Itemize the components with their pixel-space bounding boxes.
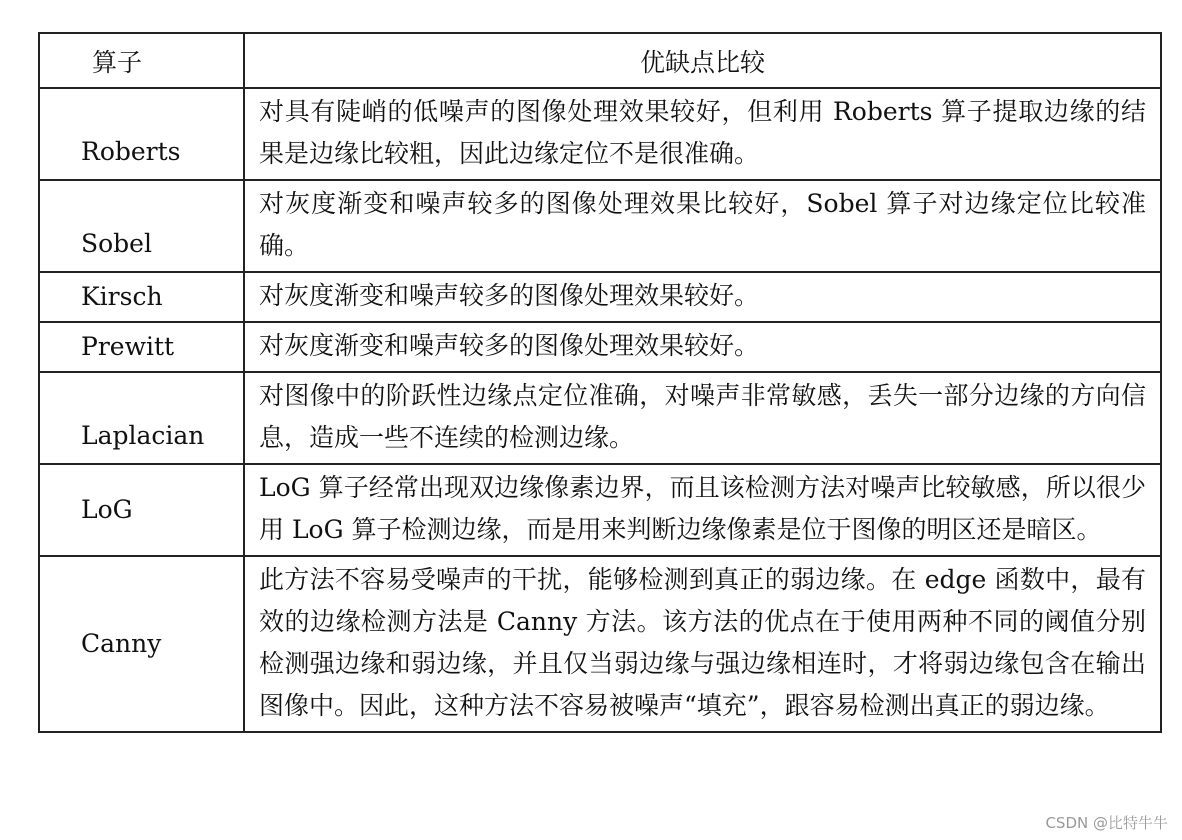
- table-row-log: [39, 464, 1161, 556]
- operator-name: Kirsch: [39, 272, 244, 322]
- operator-name: LoG: [39, 464, 244, 556]
- operator-name: Prewitt: [39, 322, 244, 372]
- operator-description: 此方法不容易受噪声的干扰，能够检测到真正的弱边缘。在 edge 函数中，最有效的边缘检测方法是 Canny 方法。该方法的优点在于使用两种不同的阈值分别检测强边缘和弱边缘，并且仅当弱边缘与强边缘相连时，才将弱边缘包含在输出图像中。因此，这种方法不容易被噪声“填充”，跟容易检测出真正的弱边缘。: [244, 556, 1161, 732]
- table-row-prewitt: [39, 322, 1161, 372]
- comparison-table: [38, 32, 1162, 733]
- operator-description: LoG 算子经常出现双边缘像素边界，而且该检测方法对噪声比较敏感，所以很少用 LoG 算子检测边缘，而是用来判断边缘像素是位于图像的明区还是暗区。: [244, 464, 1161, 556]
- operator-description: 对图像中的阶跃性边缘点定位准确，对噪声非常敏感，丢失一部分边缘的方向信息，造成一些不连续的检测边缘。: [244, 372, 1161, 464]
- operator-name: Sobel: [39, 180, 244, 272]
- table-row-sobel: [39, 180, 1161, 272]
- operator-name: Roberts: [39, 88, 244, 180]
- watermark: CSDN @比特牛牛: [1045, 814, 1168, 832]
- table-row-roberts: [39, 88, 1161, 180]
- header-row: [39, 33, 1161, 88]
- header-comparison: 优缺点比较: [244, 33, 1161, 88]
- operator-description: 对灰度渐变和噪声较多的图像处理效果较好。: [244, 322, 1161, 372]
- operator-description: 对灰度渐变和噪声较多的图像处理效果比较好，Sobel 算子对边缘定位比较准确。: [244, 180, 1161, 272]
- table-row-canny: [39, 556, 1161, 732]
- table-row-kirsch: [39, 272, 1161, 322]
- operator-name: Laplacian: [39, 372, 244, 464]
- header-operator: 算子: [39, 33, 244, 88]
- operator-description: 对灰度渐变和噪声较多的图像处理效果较好。: [244, 272, 1161, 322]
- table-row-laplacian: [39, 372, 1161, 464]
- operator-name: Canny: [39, 556, 244, 732]
- operator-description: 对具有陡峭的低噪声的图像处理效果较好，但利用 Roberts 算子提取边缘的结果是边缘比较粗，因此边缘定位不是很准确。: [244, 88, 1161, 180]
